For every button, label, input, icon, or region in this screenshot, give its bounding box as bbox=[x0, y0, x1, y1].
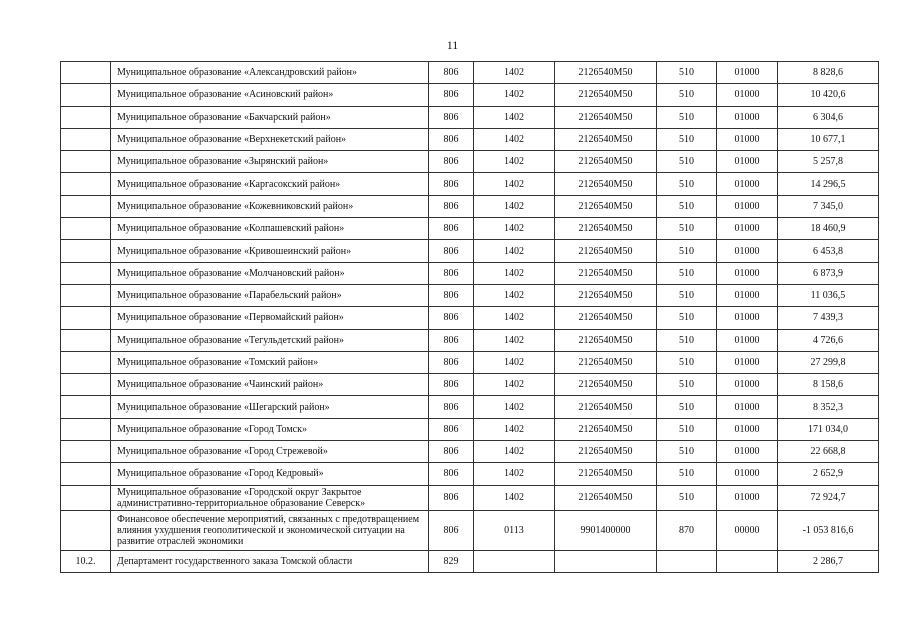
row-number-cell bbox=[61, 284, 111, 306]
target-code-cell: 2126540M50 bbox=[555, 128, 657, 150]
classifier-code-cell: 01000 bbox=[717, 418, 778, 440]
amount-cell: 27 299,8 bbox=[778, 351, 879, 373]
recipient-name-cell: Муниципальное образование «Молчановский район» bbox=[111, 262, 429, 284]
ministry-code-cell: 806 bbox=[429, 128, 474, 150]
amount-cell: 11 036,5 bbox=[778, 284, 879, 306]
target-code-cell: 2126540M50 bbox=[555, 84, 657, 106]
table-row bbox=[61, 550, 879, 572]
classifier-code-cell: 01000 bbox=[717, 374, 778, 396]
row-number-cell bbox=[61, 485, 111, 510]
target-code-cell: 2126540M50 bbox=[555, 418, 657, 440]
target-code-cell: 2126540M50 bbox=[555, 195, 657, 217]
table-row bbox=[61, 84, 879, 106]
expense-type-code-cell: 510 bbox=[657, 195, 717, 217]
section-code-cell: 1402 bbox=[474, 195, 555, 217]
classifier-code-cell: 01000 bbox=[717, 173, 778, 195]
recipient-name-cell: Муниципальное образование «Бакчарский район» bbox=[111, 106, 429, 128]
target-code-cell: 2126540M50 bbox=[555, 441, 657, 463]
expense-type-code-cell: 510 bbox=[657, 240, 717, 262]
recipient-name-cell: Муниципальное образование «Городской округ Закрытое административно-территориальное образование Северск» bbox=[111, 485, 429, 510]
expense-type-code-cell: 510 bbox=[657, 173, 717, 195]
ministry-code-cell: 806 bbox=[429, 151, 474, 173]
amount-cell: 10 420,6 bbox=[778, 84, 879, 106]
table-row bbox=[61, 418, 879, 440]
recipient-name-cell: Муниципальное образование «Шегарский район» bbox=[111, 396, 429, 418]
ministry-code-cell: 806 bbox=[429, 195, 474, 217]
ministry-code-cell: 829 bbox=[429, 550, 474, 572]
amount-cell: 5 257,8 bbox=[778, 151, 879, 173]
ministry-code-cell: 806 bbox=[429, 374, 474, 396]
table-row bbox=[61, 329, 879, 351]
classifier-code-cell: 01000 bbox=[717, 240, 778, 262]
recipient-name-cell: Муниципальное образование «Тегульдетский район» bbox=[111, 329, 429, 351]
table-row bbox=[61, 485, 879, 510]
section-code-cell: 1402 bbox=[474, 463, 555, 485]
recipient-name-cell: Муниципальное образование «Асиновский район» bbox=[111, 84, 429, 106]
ministry-code-cell: 806 bbox=[429, 307, 474, 329]
row-number-cell bbox=[61, 374, 111, 396]
recipient-name-cell: Муниципальное образование «Верхнекетский район» bbox=[111, 128, 429, 150]
page-number: 11 bbox=[446, 38, 459, 52]
amount-cell: 171 034,0 bbox=[778, 418, 879, 440]
section-code-cell: 1402 bbox=[474, 418, 555, 440]
amount-cell: 14 296,5 bbox=[778, 173, 879, 195]
recipient-name-cell: Муниципальное образование «Кривошеинский район» bbox=[111, 240, 429, 262]
table-row bbox=[61, 351, 879, 373]
table-row bbox=[61, 240, 879, 262]
classifier-code-cell: 01000 bbox=[717, 62, 778, 84]
section-code-cell: 1402 bbox=[474, 262, 555, 284]
row-number-cell bbox=[61, 240, 111, 262]
section-code-cell: 1402 bbox=[474, 351, 555, 373]
amount-cell: 7 439,3 bbox=[778, 307, 879, 329]
section-code-cell: 1402 bbox=[474, 284, 555, 306]
target-code-cell: 2126540M50 bbox=[555, 173, 657, 195]
classifier-code-cell: 01000 bbox=[717, 485, 778, 510]
section-code-cell bbox=[474, 550, 555, 572]
target-code-cell: 2126540M50 bbox=[555, 485, 657, 510]
table-row bbox=[61, 106, 879, 128]
amount-cell: 6 873,9 bbox=[778, 262, 879, 284]
section-code-cell: 1402 bbox=[474, 396, 555, 418]
amount-cell: 8 352,3 bbox=[778, 396, 879, 418]
target-code-cell: 2126540M50 bbox=[555, 62, 657, 84]
table-row bbox=[61, 62, 879, 84]
table-row bbox=[61, 262, 879, 284]
row-number-cell bbox=[61, 62, 111, 84]
section-code-cell: 1402 bbox=[474, 441, 555, 463]
row-number-cell bbox=[61, 195, 111, 217]
recipient-name-cell: Муниципальное образование «Колпашевский район» bbox=[111, 218, 429, 240]
amount-cell: 8 158,6 bbox=[778, 374, 879, 396]
section-code-cell: 1402 bbox=[474, 84, 555, 106]
expense-type-code-cell: 510 bbox=[657, 329, 717, 351]
row-number-cell bbox=[61, 218, 111, 240]
expense-type-code-cell: 510 bbox=[657, 62, 717, 84]
row-number-cell bbox=[61, 418, 111, 440]
target-code-cell: 2126540M50 bbox=[555, 284, 657, 306]
expense-type-code-cell: 870 bbox=[657, 510, 717, 550]
amount-cell: 6 304,6 bbox=[778, 106, 879, 128]
ministry-code-cell: 806 bbox=[429, 218, 474, 240]
expense-type-code-cell: 510 bbox=[657, 284, 717, 306]
ministry-code-cell: 806 bbox=[429, 62, 474, 84]
recipient-name-cell: Муниципальное образование «Город Кедровый» bbox=[111, 463, 429, 485]
classifier-code-cell: 01000 bbox=[717, 307, 778, 329]
section-code-cell: 1402 bbox=[474, 106, 555, 128]
recipient-name-cell: Муниципальное образование «Александровский район» bbox=[111, 62, 429, 84]
classifier-code-cell bbox=[717, 550, 778, 572]
classifier-code-cell: 01000 bbox=[717, 351, 778, 373]
ministry-code-cell: 806 bbox=[429, 106, 474, 128]
row-number-cell bbox=[61, 173, 111, 195]
expense-type-code-cell: 510 bbox=[657, 307, 717, 329]
recipient-name-cell: Муниципальное образование «Город Томск» bbox=[111, 418, 429, 440]
expense-type-code-cell bbox=[657, 550, 717, 572]
ministry-code-cell: 806 bbox=[429, 84, 474, 106]
row-number-cell bbox=[61, 106, 111, 128]
row-number-cell bbox=[61, 329, 111, 351]
section-code-cell: 1402 bbox=[474, 151, 555, 173]
ministry-code-cell: 806 bbox=[429, 396, 474, 418]
recipient-name-cell: Муниципальное образование «Парабельский район» bbox=[111, 284, 429, 306]
amount-cell: 72 924,7 bbox=[778, 485, 879, 510]
target-code-cell: 2126540M50 bbox=[555, 396, 657, 418]
row-number-cell bbox=[61, 396, 111, 418]
target-code-cell: 2126540M50 bbox=[555, 218, 657, 240]
ministry-code-cell: 806 bbox=[429, 485, 474, 510]
classifier-code-cell: 01000 bbox=[717, 441, 778, 463]
target-code-cell: 2126540M50 bbox=[555, 240, 657, 262]
row-number-cell bbox=[61, 151, 111, 173]
table-row bbox=[61, 151, 879, 173]
ministry-code-cell: 806 bbox=[429, 173, 474, 195]
expense-type-code-cell: 510 bbox=[657, 106, 717, 128]
ministry-code-cell: 806 bbox=[429, 441, 474, 463]
ministry-code-cell: 806 bbox=[429, 418, 474, 440]
classifier-code-cell: 01000 bbox=[717, 396, 778, 418]
expense-type-code-cell: 510 bbox=[657, 84, 717, 106]
row-number-cell bbox=[61, 441, 111, 463]
expense-type-code-cell: 510 bbox=[657, 128, 717, 150]
table-row bbox=[61, 463, 879, 485]
ministry-code-cell: 806 bbox=[429, 329, 474, 351]
recipient-name-cell: Муниципальное образование «Каргасокский район» bbox=[111, 173, 429, 195]
section-code-cell: 1402 bbox=[474, 240, 555, 262]
classifier-code-cell: 01000 bbox=[717, 84, 778, 106]
row-number-cell bbox=[61, 307, 111, 329]
expense-type-code-cell: 510 bbox=[657, 441, 717, 463]
expense-type-code-cell: 510 bbox=[657, 351, 717, 373]
amount-cell: 22 668,8 bbox=[778, 441, 879, 463]
expense-type-code-cell: 510 bbox=[657, 463, 717, 485]
expense-type-code-cell: 510 bbox=[657, 485, 717, 510]
section-code-cell: 1402 bbox=[474, 128, 555, 150]
recipient-name-cell: Муниципальное образование «Город Стрежевой» bbox=[111, 441, 429, 463]
expense-type-code-cell: 510 bbox=[657, 418, 717, 440]
row-number-cell bbox=[61, 262, 111, 284]
target-code-cell: 2126540M50 bbox=[555, 262, 657, 284]
section-code-cell: 1402 bbox=[474, 307, 555, 329]
target-code-cell: 2126540M50 bbox=[555, 307, 657, 329]
amount-cell: -1 053 816,6 bbox=[778, 510, 879, 550]
section-code-cell: 1402 bbox=[474, 374, 555, 396]
expense-type-code-cell: 510 bbox=[657, 396, 717, 418]
expense-type-code-cell: 510 bbox=[657, 151, 717, 173]
row-number-cell bbox=[61, 84, 111, 106]
section-code-cell: 1402 bbox=[474, 485, 555, 510]
target-code-cell bbox=[555, 550, 657, 572]
recipient-name-cell: Финансовое обеспечение мероприятий, связанных с предотвращением влияния ухудшения геополитической и экономической ситуации на развитие отраслей экономики bbox=[111, 510, 429, 550]
classifier-code-cell: 01000 bbox=[717, 106, 778, 128]
classifier-code-cell: 01000 bbox=[717, 262, 778, 284]
expense-type-code-cell: 510 bbox=[657, 262, 717, 284]
table-row bbox=[61, 374, 879, 396]
table-row bbox=[61, 195, 879, 217]
amount-cell: 8 828,6 bbox=[778, 62, 879, 84]
amount-cell: 18 460,9 bbox=[778, 218, 879, 240]
table-row bbox=[61, 307, 879, 329]
ministry-code-cell: 806 bbox=[429, 351, 474, 373]
section-code-cell: 1402 bbox=[474, 329, 555, 351]
section-code-cell: 1402 bbox=[474, 218, 555, 240]
recipient-name-cell: Муниципальное образование «Первомайский район» bbox=[111, 307, 429, 329]
amount-cell: 4 726,6 bbox=[778, 329, 879, 351]
amount-cell: 6 453,8 bbox=[778, 240, 879, 262]
section-code-cell: 0113 bbox=[474, 510, 555, 550]
classifier-code-cell: 01000 bbox=[717, 128, 778, 150]
classifier-code-cell: 01000 bbox=[717, 151, 778, 173]
classifier-code-cell: 00000 bbox=[717, 510, 778, 550]
table-body bbox=[61, 62, 879, 573]
recipient-name-cell: Муниципальное образование «Томский район» bbox=[111, 351, 429, 373]
row-number-cell bbox=[61, 128, 111, 150]
classifier-code-cell: 01000 bbox=[717, 329, 778, 351]
table-row bbox=[61, 284, 879, 306]
ministry-code-cell: 806 bbox=[429, 240, 474, 262]
table-row bbox=[61, 218, 879, 240]
recipient-name-cell: Муниципальное образование «Чаинский район» bbox=[111, 374, 429, 396]
amount-cell: 10 677,1 bbox=[778, 128, 879, 150]
recipient-name-cell: Муниципальное образование «Зырянский район» bbox=[111, 151, 429, 173]
amount-cell: 7 345,0 bbox=[778, 195, 879, 217]
target-code-cell: 2126540M50 bbox=[555, 374, 657, 396]
classifier-code-cell: 01000 bbox=[717, 218, 778, 240]
target-code-cell: 2126540M50 bbox=[555, 351, 657, 373]
row-number-cell: 10.2. bbox=[61, 550, 111, 572]
row-number-cell bbox=[61, 463, 111, 485]
table-row bbox=[61, 510, 879, 550]
table-row bbox=[61, 441, 879, 463]
row-number-cell bbox=[61, 510, 111, 550]
row-number-cell bbox=[61, 351, 111, 373]
ministry-code-cell: 806 bbox=[429, 463, 474, 485]
target-code-cell: 2126540M50 bbox=[555, 329, 657, 351]
budget-table bbox=[60, 61, 879, 573]
classifier-code-cell: 01000 bbox=[717, 195, 778, 217]
table-row bbox=[61, 396, 879, 418]
recipient-name-cell: Департамент государственного заказа Томской области bbox=[111, 550, 429, 572]
ministry-code-cell: 806 bbox=[429, 284, 474, 306]
ministry-code-cell: 806 bbox=[429, 262, 474, 284]
table-row bbox=[61, 173, 879, 195]
target-code-cell: 2126540M50 bbox=[555, 106, 657, 128]
classifier-code-cell: 01000 bbox=[717, 463, 778, 485]
classifier-code-cell: 01000 bbox=[717, 284, 778, 306]
amount-cell: 2 652,9 bbox=[778, 463, 879, 485]
target-code-cell: 2126540M50 bbox=[555, 151, 657, 173]
target-code-cell: 9901400000 bbox=[555, 510, 657, 550]
ministry-code-cell: 806 bbox=[429, 510, 474, 550]
table-row bbox=[61, 128, 879, 150]
amount-cell: 2 286,7 bbox=[778, 550, 879, 572]
target-code-cell: 2126540M50 bbox=[555, 463, 657, 485]
expense-type-code-cell: 510 bbox=[657, 374, 717, 396]
section-code-cell: 1402 bbox=[474, 173, 555, 195]
recipient-name-cell: Муниципальное образование «Кожевниковский район» bbox=[111, 195, 429, 217]
section-code-cell: 1402 bbox=[474, 62, 555, 84]
expense-type-code-cell: 510 bbox=[657, 218, 717, 240]
